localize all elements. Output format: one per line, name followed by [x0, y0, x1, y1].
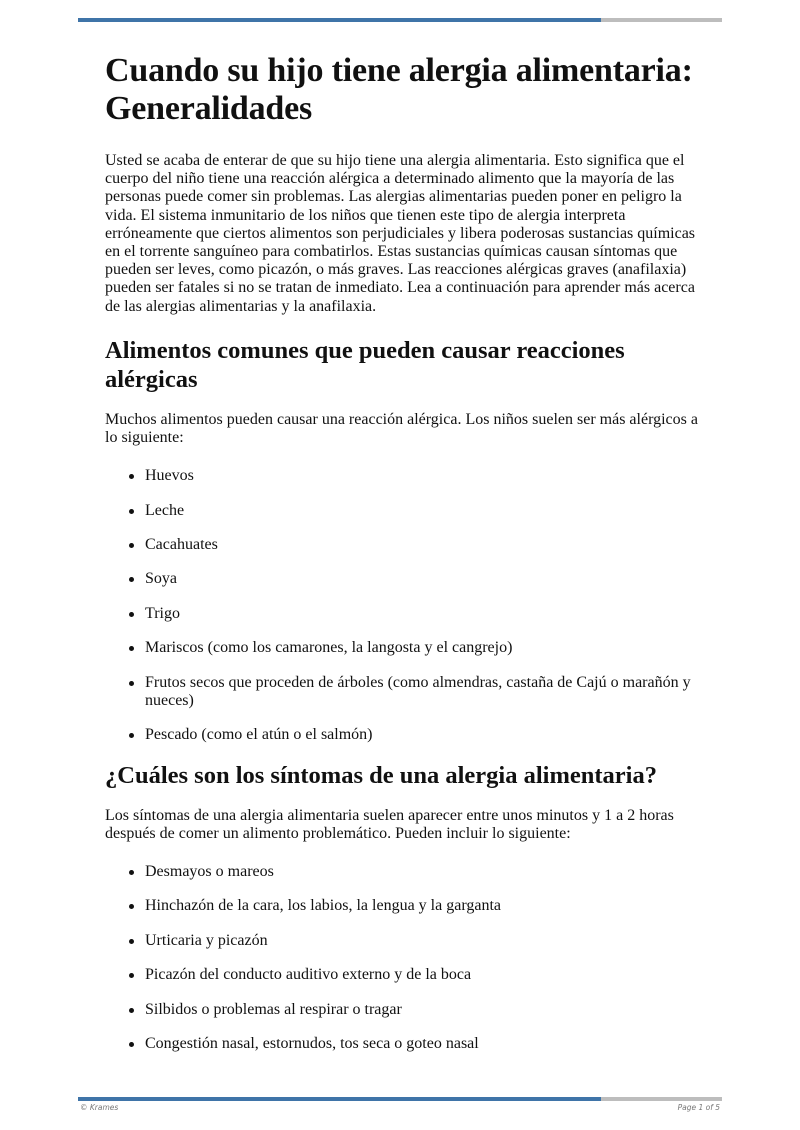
header-rule	[78, 18, 722, 22]
bullet-icon	[129, 681, 134, 686]
page-number: Page 1 of 5	[677, 1103, 720, 1112]
list-item: Trigo	[105, 605, 705, 623]
intro-paragraph: Usted se acaba de enterar de que su hijo tiene una alergia alimentaria. Esto significa que el cuerpo del niño tiene una reacción alérgica a determinado alimento que la mayoría de las personas puede comer sin problemas. Las alergias alimentarias pueden poner en peligro la vida. El sistema inmunitario de los niños que tienen este tipo de alergia interpreta erróneamente que ciertos alimentos son perjudiciales y libera poderosas sustancias químicas en el torrente sanguíneo para combatirlos. Estas sustancias químicas causan síntomas que pueden ser leves, como picazón, o más graves. Las reacciones alérgicas graves (anafilaxia) pueden ser fatales si no se tratan de inmediato. Lea a continuación para aprender más acerca de las alergias alimentarias y la anafilaxia.	[105, 152, 696, 315]
section-common-foods	[105, 336, 705, 745]
bullet-icon	[129, 543, 134, 548]
section-paragraph: Los síntomas de una alergia alimentaria suelen aparecer entre unos minutos y 1 a 2 horas después de comer un alimento problemático. Pueden incluir lo siguiente:	[105, 806, 674, 842]
bullet-icon	[129, 577, 134, 582]
bullet-icon	[129, 939, 134, 944]
list-item: Urticaria y picazón	[105, 932, 705, 950]
list-item: Silbidos o problemas al respirar o tragar	[105, 1001, 705, 1019]
section-heading: Alimentos comunes que pueden causar reacciones alérgicas	[105, 336, 625, 393]
header-rule-primary	[78, 18, 601, 22]
bullet-icon	[129, 733, 134, 738]
bullet-icon	[129, 474, 134, 479]
food-list	[105, 467, 705, 744]
list-item: Huevos	[105, 467, 705, 485]
list-item: Mariscos (como los camarones, la langosta y el cangrejo)	[105, 639, 705, 657]
bullet-icon	[129, 973, 134, 978]
bullet-icon	[129, 646, 134, 651]
bullet-icon	[129, 612, 134, 617]
list-item: Soya	[105, 570, 705, 588]
footer-rule	[78, 1097, 722, 1101]
list-item: Desmayos o mareos	[105, 863, 705, 881]
symptom-list	[105, 863, 705, 1053]
page-title: Cuando su hijo tiene alergia alimentaria: Generalidades	[105, 52, 693, 127]
section-symptoms	[105, 761, 705, 1054]
footer-rule-secondary	[601, 1097, 722, 1101]
bullet-icon	[129, 1042, 134, 1047]
list-item: Frutos secos que proceden de árboles (como almendras, castaña de Cajú o marañón y nueces)	[105, 674, 705, 710]
list-item: Leche	[105, 502, 705, 520]
header-rule-secondary	[601, 18, 722, 22]
list-item: Picazón del conducto auditivo externo y de la boca	[105, 966, 705, 984]
list-item: Pescado (como el atún o el salmón)	[105, 726, 705, 744]
bullet-icon	[129, 870, 134, 875]
list-item: Cacahuates	[105, 536, 705, 554]
copyright-text: © Krames	[80, 1103, 119, 1112]
document-body	[105, 52, 705, 1069]
list-item: Congestión nasal, estornudos, tos seca o goteo nasal	[105, 1035, 705, 1053]
bullet-icon	[129, 904, 134, 909]
bullet-icon	[129, 1008, 134, 1013]
section-heading: ¿Cuáles son los síntomas de una alergia alimentaria?	[105, 761, 657, 789]
section-paragraph: Muchos alimentos pueden causar una reacción alérgica. Los niños suelen ser más alérgicos a lo siguiente:	[105, 410, 698, 447]
footer-rule-primary	[78, 1097, 601, 1101]
page-footer	[78, 1103, 722, 1115]
bullet-icon	[129, 509, 134, 514]
list-item: Hinchazón de la cara, los labios, la lengua y la garganta	[105, 897, 705, 915]
